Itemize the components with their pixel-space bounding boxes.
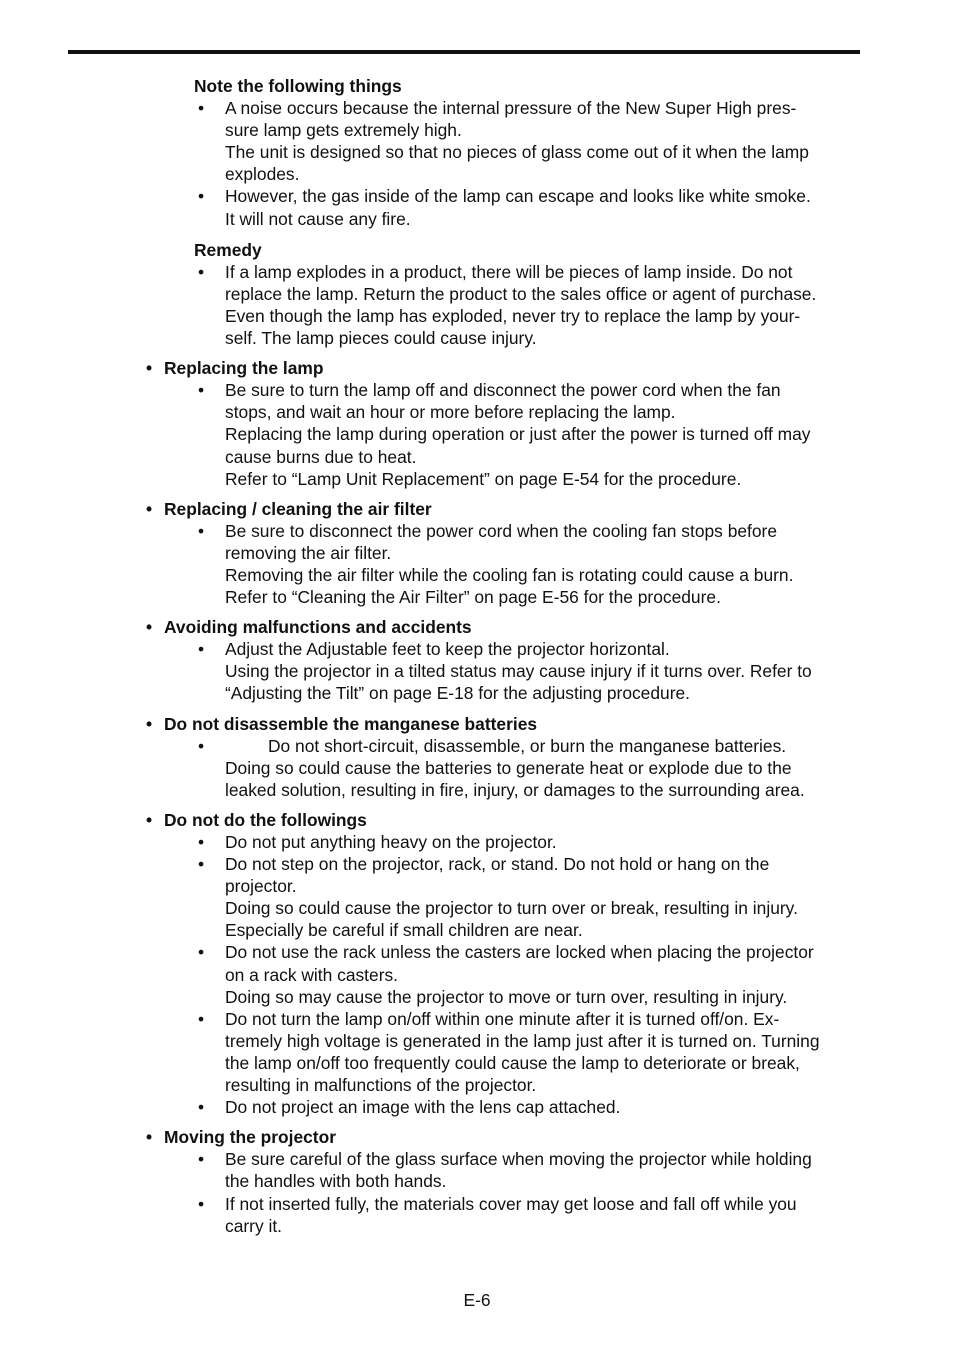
bullet-icon: •	[198, 520, 205, 541]
top-rule	[68, 50, 860, 54]
bullet-icon: •	[146, 809, 153, 830]
section-list	[0, 638, 954, 704]
section-list	[0, 735, 954, 801]
list-item: • Be sure to turn the lamp off and disconnect the power cord when the fan stops, and wait an hour or more before replacing the lamp. Replacing the lamp during operation or just after the power is turned off may cause burns due to heat. Refer to “Lamp Unit Replacement” on page E-54 for the procedure.	[198, 380, 811, 489]
section-heading: • Do not do the followings	[146, 809, 367, 830]
bullet-icon: •	[146, 498, 153, 519]
list-item: • If not inserted fully, the materials cover may get loose and fall off while you carry it.	[198, 1193, 797, 1236]
bullet-icon: •	[198, 832, 205, 852]
bullet-icon: •	[146, 617, 153, 638]
section-list	[0, 831, 954, 1118]
remedy-list	[0, 261, 954, 349]
bullet-icon: •	[146, 713, 153, 734]
bullet-icon: •	[198, 942, 205, 963]
list-item: • Be sure careful of the glass surface when moving the projector while holding the handles with both hands.	[198, 1149, 812, 1192]
bullet-icon: •	[198, 1097, 205, 1118]
bullet-icon: •	[198, 186, 205, 207]
bullet-icon: •	[198, 639, 205, 660]
bullet-icon: •	[198, 1149, 205, 1170]
page-number: E-6	[463, 1290, 491, 1310]
section-list	[0, 379, 954, 489]
bullet-icon: •	[146, 1127, 153, 1148]
bullet-icon: •	[198, 854, 205, 875]
bullet-icon: •	[198, 98, 205, 119]
section-heading: • Do not disassemble the manganese batteries	[146, 713, 538, 734]
remedy-heading: Remedy	[194, 239, 262, 260]
section-heading: • Replacing the lamp	[146, 358, 324, 379]
list-item: • Do not put anything heavy on the projector.	[198, 832, 557, 852]
section-list	[0, 1148, 954, 1236]
note-list	[0, 97, 954, 230]
note-heading: Note the following things	[194, 76, 402, 96]
section-list	[0, 520, 954, 608]
list-item: • A noise occurs because the internal pressure of the New Super High pres- sure lamp gets extremely high. The unit is designed so that no pieces of glass come out of it when the lamp explodes.	[198, 98, 809, 185]
bullet-icon: •	[198, 1193, 205, 1214]
list-item: • Do not project an image with the lens cap attached.	[198, 1097, 621, 1118]
section-heading: • Replacing / cleaning the air filter	[146, 498, 432, 519]
bullet-icon: •	[198, 1008, 205, 1029]
list-item: • Be sure to disconnect the power cord when the cooling fan stops before removing the air filter. Removing the air filter while the cooling fan is rotating could cause a burn. Refer to “Cleaning the Air Filter” on page E-56 for the procedure.	[198, 520, 794, 608]
list-item: • Do not short-circuit, disassemble, or burn the manganese batteries. Doing so could cause the batteries to generate heat or explode due to the leaked solution, resulting in fire, injury, or damages to the surrounding area.	[198, 735, 805, 800]
page-content	[0, 75, 954, 1237]
list-item: • Do not step on the projector, rack, or stand. Do not hold or hang on the projector. Doing so could cause the projector to turn over or break, resulting in injury. Especially be careful if small children are near.	[198, 854, 798, 941]
bullet-icon: •	[198, 735, 205, 756]
bullet-icon: •	[198, 261, 205, 282]
list-item: • Do not turn the lamp on/off within one minute after it is turned off/on. Ex- tremely high voltage is generated in the lamp just after it is turned on. Turning the lamp on/off too frequently could cause the lamp to deteriorate or break, resulting in malfunctions of the projector.	[198, 1008, 820, 1096]
list-item: • However, the gas inside of the lamp can escape and looks like white smoke. It will not cause any fire.	[198, 186, 811, 229]
list-item: • Do not use the rack unless the casters are locked when placing the projector on a rack with casters. Doing so may cause the projector to move or turn over, resulting in injury.	[198, 942, 814, 1007]
section-heading: • Avoiding malfunctions and accidents	[146, 617, 472, 638]
bullet-icon: •	[198, 380, 205, 401]
bullet-icon: •	[146, 358, 153, 379]
list-item: • Adjust the Adjustable feet to keep the projector horizontal. Using the projector in a tilted status may cause injury if it turns over. Refer to “Adjusting the Tilt” on page E-18 for the adjusting procedure.	[198, 639, 812, 704]
section-heading: • Moving the projector	[146, 1127, 336, 1148]
list-item: • If a lamp explodes in a product, there will be pieces of lamp inside. Do not replace the lamp. Return the product to the sales office or agent of purchase. Even though the lamp has exploded, never try to replace the lamp by your- self. The lamp pieces could cause injury.	[198, 261, 817, 349]
